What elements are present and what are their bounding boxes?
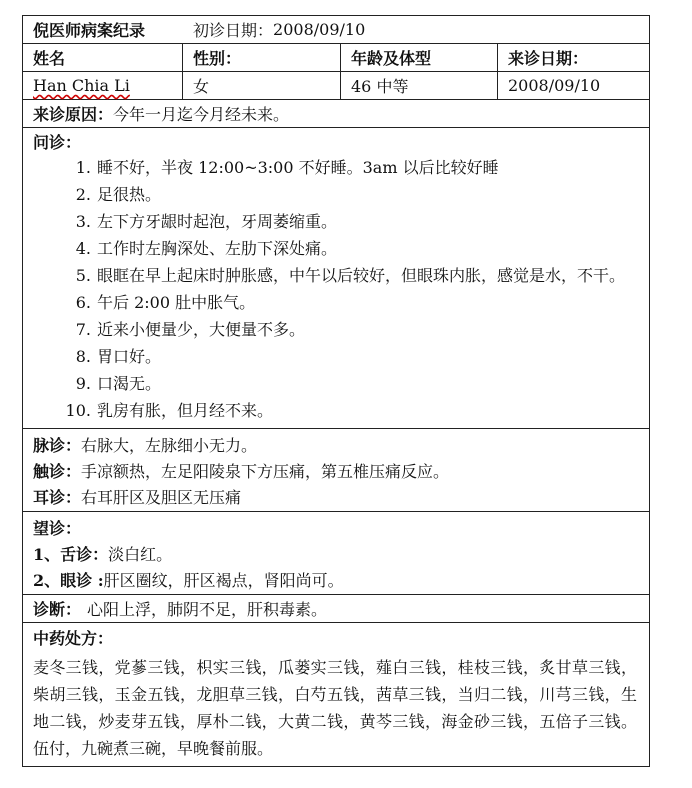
list-number: 4. xyxy=(75,239,91,258)
pulse-text: 右脉大，左脉细小无力。 xyxy=(81,435,258,455)
name-header: 姓名 xyxy=(23,44,183,71)
touch-label: 触诊： xyxy=(33,461,82,481)
ear-label: 耳诊： xyxy=(33,487,82,507)
observation-label: 望诊： xyxy=(33,518,82,538)
diagnosis-text: 心阳上浮，肺阴不足，肝积毒素。 xyxy=(87,600,328,619)
medical-record-table xyxy=(22,15,650,767)
list-item xyxy=(23,208,649,235)
eye-label: 2、眼诊 : xyxy=(33,570,104,590)
list-text: 口渴无。 xyxy=(97,374,162,393)
patient-age-build: 46 中等 xyxy=(341,72,498,99)
eye-line xyxy=(23,566,649,592)
list-item xyxy=(23,343,649,370)
prescription-label: 中药处方： xyxy=(33,628,114,648)
prescription-label-line xyxy=(23,623,649,651)
list-item xyxy=(23,181,649,208)
list-text: 乳房有胀，但月经不来。 xyxy=(97,401,274,420)
list-item xyxy=(23,289,649,316)
gender-header: 性别： xyxy=(183,44,341,71)
exam-section xyxy=(23,429,649,512)
observation-section xyxy=(23,512,649,595)
list-text: 午后 2:00 肚中胀气。 xyxy=(97,293,256,312)
list-number: 8. xyxy=(75,347,91,366)
inquiry-label: 问诊： xyxy=(33,132,82,152)
list-number: 2. xyxy=(75,185,91,204)
age-header: 年龄及体型 xyxy=(341,44,498,71)
list-item xyxy=(23,397,649,424)
list-item xyxy=(23,316,649,343)
reason-row xyxy=(23,100,649,128)
list-number: 5. xyxy=(75,266,91,285)
list-text: 工作时左胸深处、左肋下深处痛。 xyxy=(97,239,338,258)
list-text: 眼眶在早上起床时肿胀感，中午以后较好，但眼珠内胀，感觉是水，不干。 xyxy=(97,266,626,285)
list-item xyxy=(23,154,649,181)
first-visit-date: 2008/09/10 xyxy=(273,20,366,39)
inquiry-label-line xyxy=(23,128,649,154)
pulse-label: 脉诊： xyxy=(33,435,82,455)
patient-gender: 女 xyxy=(183,72,341,99)
reason-text: 今年一月迄今月经未来。 xyxy=(113,105,290,124)
patient-name xyxy=(23,72,183,99)
prescription-section xyxy=(23,623,649,766)
observation-label-line xyxy=(23,514,649,540)
list-number: 10. xyxy=(65,401,91,420)
list-item xyxy=(23,235,649,262)
reason-label: 来诊原因： xyxy=(33,105,114,124)
diagnosis-label: 诊断： xyxy=(33,600,82,619)
patient-value-row xyxy=(23,72,649,100)
tongue-label: 1、舌诊： xyxy=(33,544,109,564)
list-text: 胃口好。 xyxy=(97,347,162,366)
record-header xyxy=(23,16,649,44)
patient-header-row xyxy=(23,44,649,72)
list-item xyxy=(23,262,649,289)
patient-name-text: Han Chia Li xyxy=(33,76,130,95)
inquiry-list xyxy=(23,154,649,424)
visit-date-header: 来诊日期： xyxy=(508,49,589,68)
record-title: 倪医师病案纪录 xyxy=(33,21,146,40)
list-number: 7. xyxy=(75,320,91,339)
ear-text: 右耳肝区及胆区无压痛 xyxy=(81,487,242,507)
patient-visit-date: 2008/09/10 xyxy=(508,76,601,95)
touch-line xyxy=(23,457,649,483)
prescription-text: 麦冬三钱，党蔘三钱，枳实三钱，瓜蒌实三钱，薤白三钱，桂枝三钱，炙甘草三钱，柴胡三钱，玉金五钱，龙胆草三钱，白芍五钱，茜草三钱，当归二钱，川芎三钱，生地二钱，炒麦芽五钱，厚朴二钱，大黄二钱，黄芩三钱，海金砂三钱，五倍子三钱。伍付，九碗煮三碗，早晚餐前服。 xyxy=(33,658,637,758)
list-text: 左下方牙龈时起泡，牙周萎缩重。 xyxy=(97,212,338,231)
first-visit-label: 初诊日期： xyxy=(193,21,274,40)
diagnosis-row xyxy=(23,595,649,623)
eye-text: 肝区圈纹，肝区褐点，肾阳尚可。 xyxy=(103,570,344,590)
list-item xyxy=(23,370,649,397)
tongue-text: 淡白红。 xyxy=(108,544,173,564)
inquiry-section xyxy=(23,128,649,429)
pulse-line xyxy=(23,431,649,457)
list-text: 近来小便量少，大便量不多。 xyxy=(97,320,306,339)
ear-line xyxy=(23,483,649,509)
tongue-line xyxy=(23,540,649,566)
list-number: 3. xyxy=(75,212,91,231)
list-text: 足很热。 xyxy=(97,185,162,204)
list-number: 9. xyxy=(75,374,91,393)
touch-text: 手凉额热，左足阳陵泉下方压痛，第五椎压痛反应。 xyxy=(81,461,450,481)
list-number: 6. xyxy=(75,293,91,312)
list-number: 1. xyxy=(75,158,91,177)
list-text: 睡不好，半夜 12:00~3:00 不好睡。3am 以后比较好睡 xyxy=(97,158,499,177)
